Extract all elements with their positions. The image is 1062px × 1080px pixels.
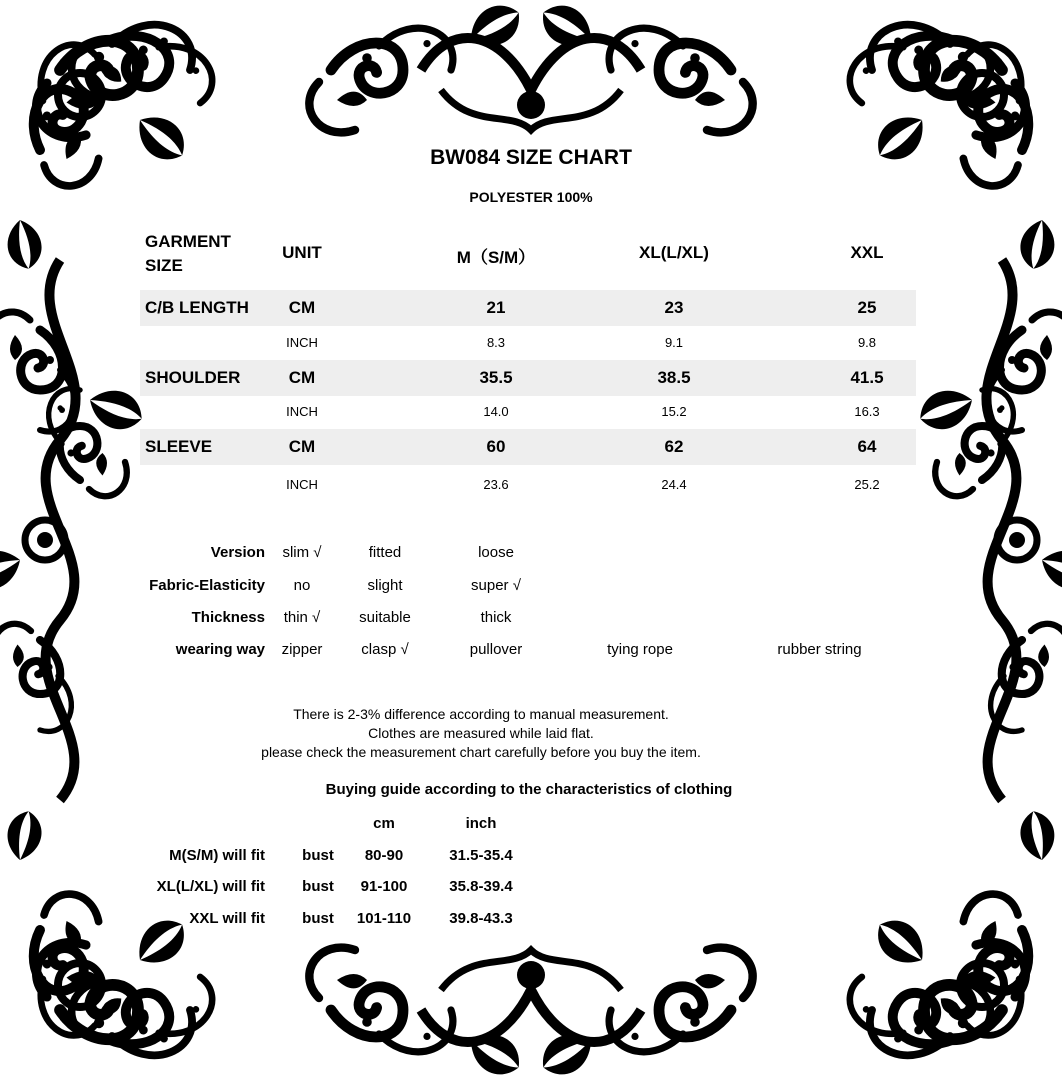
guide-inch: 39.8-43.3 xyxy=(449,910,513,927)
unit-inch: INCH xyxy=(286,335,318,350)
table-cell: 15.2 xyxy=(661,404,687,419)
header-size-xl: XL(L/XL) xyxy=(639,243,709,262)
unit-cm: CM xyxy=(288,298,316,317)
guide-part: bust xyxy=(302,878,334,895)
attr-value: tying rope xyxy=(607,641,673,658)
attr-value: thick xyxy=(480,609,512,626)
material-subtitle: POLYESTER 100% xyxy=(469,189,593,205)
table-cell: 23 xyxy=(664,298,684,317)
attr-value: thin √ xyxy=(283,609,321,626)
attr-value: slim √ xyxy=(282,544,322,561)
attr-value: fitted xyxy=(368,544,402,561)
table-cell: 9.8 xyxy=(857,335,877,350)
guide-unit-inch: inch xyxy=(465,815,497,832)
table-cell: 41.5 xyxy=(850,368,884,387)
attr-value: slight xyxy=(367,577,403,594)
attr-value: loose xyxy=(478,544,514,561)
note-line: please check the measurement chart carefully before you buy the item. xyxy=(261,744,701,760)
attr-value: rubber string xyxy=(777,641,862,658)
attr-value: zipper xyxy=(281,641,323,658)
guide-unit-cm: cm xyxy=(373,815,395,832)
attr-value: no xyxy=(293,577,311,594)
row-label-sleeve: SLEEVE xyxy=(145,437,213,456)
table-cell: 21 xyxy=(486,298,506,317)
attr-label-version: Version xyxy=(210,544,265,561)
header-size-m: M（S/M） xyxy=(456,248,536,267)
table-cell: 38.5 xyxy=(657,368,691,387)
row-label-cb-length: C/B LENGTH xyxy=(145,298,249,317)
note-line: There is 2-3% difference according to manual measurement. xyxy=(293,706,669,722)
unit-inch: INCH xyxy=(286,404,318,419)
attr-label-fabric-elasticity: Fabric-Elasticity xyxy=(149,577,265,594)
table-cell: 60 xyxy=(486,437,506,456)
unit-cm: CM xyxy=(288,437,316,456)
guide-cm: 101-110 xyxy=(356,910,412,927)
guide-inch: 31.5-35.4 xyxy=(449,847,513,864)
attr-value: super √ xyxy=(471,577,521,594)
guide-part: bust xyxy=(302,910,334,927)
table-cell: 64 xyxy=(857,437,877,456)
page-title: BW084 SIZE CHART xyxy=(430,146,632,169)
buying-guide-title: Buying guide according to the characteristics of clothing xyxy=(325,781,733,798)
guide-cm: 91-100 xyxy=(360,878,408,895)
table-cell: 9.1 xyxy=(664,335,684,350)
guide-label: XXL will fit xyxy=(189,910,265,927)
header-size-xxl: XXL xyxy=(850,243,884,262)
guide-part: bust xyxy=(302,847,334,864)
table-cell: 25 xyxy=(857,298,877,317)
table-cell: 24.4 xyxy=(661,477,687,492)
attr-value: suitable xyxy=(359,609,411,626)
unit-cm: CM xyxy=(288,368,316,387)
attr-label-thickness: Thickness xyxy=(191,609,265,626)
attr-label-wearing-way: wearing way xyxy=(175,641,265,658)
table-cell: 23.6 xyxy=(483,477,509,492)
guide-cm: 80-90 xyxy=(364,847,404,864)
guide-inch: 35.8-39.4 xyxy=(449,878,513,895)
row-label-shoulder: SHOULDER xyxy=(145,368,241,387)
note-line: Clothes are measured while laid flat. xyxy=(368,725,594,741)
guide-label: XL(L/XL) will fit xyxy=(156,878,265,895)
table-cell: 62 xyxy=(664,437,684,456)
guide-label: M(S/M) will fit xyxy=(169,847,265,864)
table-cell: 25.2 xyxy=(854,477,880,492)
unit-inch: INCH xyxy=(286,477,318,492)
table-cell: 35.5 xyxy=(479,368,513,387)
table-cell: 14.0 xyxy=(483,404,509,419)
header-unit: UNIT xyxy=(282,243,322,262)
table-cell: 16.3 xyxy=(854,404,880,419)
header-garment-size: GARMENT SIZE xyxy=(145,232,231,275)
attr-value: pullover xyxy=(469,641,523,658)
table-cell: 8.3 xyxy=(486,335,506,350)
attr-value: clasp √ xyxy=(361,641,409,658)
